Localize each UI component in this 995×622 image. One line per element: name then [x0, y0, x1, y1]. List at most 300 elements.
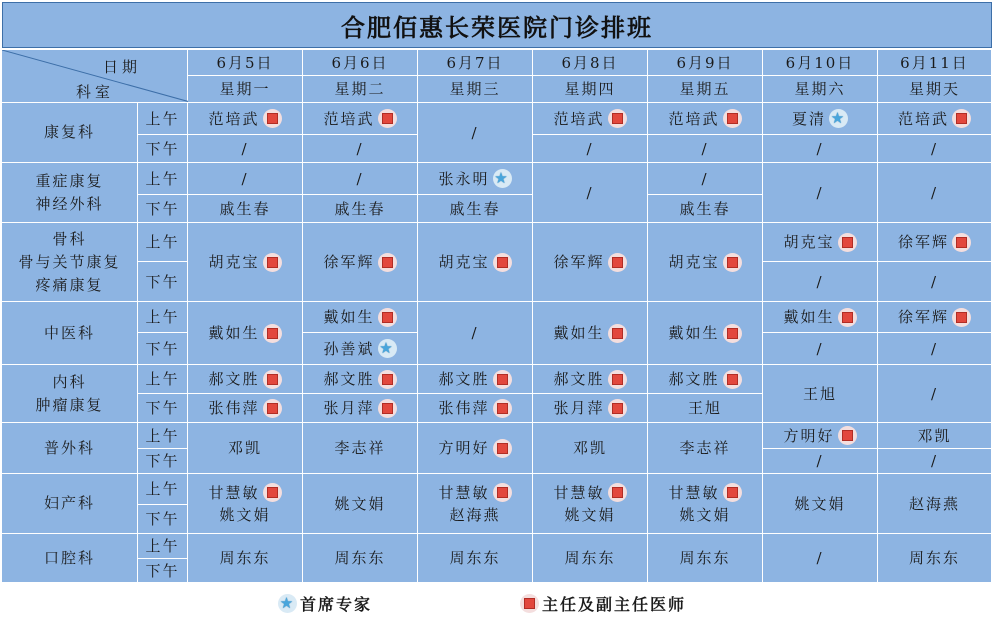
- schedule-cell: [303, 365, 418, 394]
- doctor-name: 周东东: [908, 549, 960, 567]
- doctor-name: 甘慧敏: [553, 483, 605, 502]
- doctor-name: 周东东: [679, 549, 731, 567]
- doctor-name: 徐军辉: [553, 253, 605, 271]
- doctor-name: /: [816, 339, 824, 358]
- director-square-icon: [263, 109, 282, 128]
- doctor-name: /: [356, 169, 364, 188]
- director-square-icon: [608, 483, 627, 502]
- doctor-entry: [438, 397, 511, 419]
- period-am-label: 上午: [145, 426, 180, 445]
- doctor-name: 徐军辉: [897, 308, 949, 326]
- period-pm-3: [138, 333, 188, 365]
- schedule-cell: [648, 365, 763, 394]
- doctor-entry: [668, 322, 741, 344]
- schedule-cell: [418, 365, 533, 394]
- schedule-cell: [533, 163, 648, 223]
- schedule-cell: [878, 474, 992, 534]
- doctor-name: 姚文娟: [679, 505, 731, 524]
- doctor-name: 戴如生: [783, 308, 835, 326]
- weekday-header-0: [188, 76, 303, 103]
- director-square-icon: [838, 308, 857, 327]
- doctor-entry: [449, 198, 500, 220]
- schedule-cell: [303, 474, 418, 534]
- schedule-cell: [188, 394, 303, 423]
- director-square-icon: [493, 483, 512, 502]
- department-cell-1: [2, 163, 138, 223]
- period-pm-1: [138, 195, 188, 223]
- schedule-cell: [648, 302, 763, 365]
- date-header-2: [418, 50, 533, 76]
- doctor-entry: [917, 425, 951, 447]
- director-square-icon: [608, 109, 627, 128]
- schedule-cell: [648, 394, 763, 423]
- department-name: 妇产科: [43, 494, 95, 512]
- department-cell-4: [2, 365, 138, 423]
- date-label: 6月7日: [446, 53, 504, 72]
- director-square-icon: [838, 426, 857, 445]
- schedule-cell: [418, 534, 533, 583]
- doctor-name: 张月萍: [323, 399, 375, 417]
- doctor-entry: [553, 251, 626, 273]
- period-am-label: 上午: [145, 537, 180, 555]
- period-am-1: [138, 163, 188, 195]
- director-square-icon: [263, 399, 282, 418]
- legend-director: [520, 592, 686, 615]
- period-am-7: [138, 534, 188, 559]
- doctor-name: 王旭: [802, 384, 837, 403]
- doctor-name: /: [816, 139, 824, 158]
- doctor-entry: [792, 108, 848, 130]
- doctor-entry: [438, 251, 511, 273]
- schedule-cell: [418, 302, 533, 365]
- doctor-name: 徐军辉: [323, 253, 375, 271]
- doctor-name: /: [241, 139, 249, 158]
- schedule-cell: [188, 103, 303, 135]
- no-clinic-slash: [931, 383, 938, 405]
- doctor-name: /: [930, 452, 939, 470]
- doctor-entry: [334, 198, 385, 220]
- period-pm-label: 下午: [145, 339, 180, 358]
- doctor-name: 戚生春: [449, 199, 501, 218]
- no-clinic-slash: [356, 168, 363, 190]
- doctor-entry: [208, 397, 281, 419]
- schedule-cell: [763, 135, 878, 163]
- doctor-name: 郝文胜: [553, 370, 605, 388]
- department-name: 神经外科: [35, 194, 104, 213]
- schedule-cell: [878, 103, 992, 135]
- doctor-entry: [323, 108, 396, 130]
- department-name: 内科: [52, 372, 87, 391]
- doctor-name: 周东东: [334, 549, 386, 567]
- doctor-name: 周东东: [449, 549, 501, 567]
- corner-date-label: 日期: [103, 58, 142, 76]
- doctor-name: 甘慧敏: [208, 483, 260, 502]
- schedule-cell: [648, 423, 763, 474]
- schedule-cell: [648, 163, 763, 195]
- doctor-entry: [668, 368, 741, 390]
- schedule-cell: [533, 302, 648, 365]
- doctor-entry: [219, 504, 270, 526]
- doctor-name: /: [816, 183, 824, 202]
- director-square-icon: [493, 253, 512, 272]
- schedule-cell: [418, 163, 533, 195]
- director-square-icon: [838, 233, 857, 252]
- weekday-label: 星期五: [679, 80, 731, 98]
- date-header-6: [878, 50, 992, 76]
- doctor-entry: [898, 306, 971, 328]
- doctor-name: 胡克宝: [208, 253, 260, 271]
- doctor-entry: [564, 504, 615, 526]
- schedule-cell: [878, 423, 992, 449]
- doctor-name: /: [471, 123, 479, 142]
- schedule-cell: [533, 135, 648, 163]
- schedule-cell: [878, 302, 992, 333]
- doctor-entry: [219, 547, 270, 569]
- director-square-icon: [493, 399, 512, 418]
- period-am-label: 上午: [145, 109, 180, 128]
- doctor-name: /: [930, 384, 939, 403]
- chief-expert-star-icon: [493, 169, 512, 188]
- schedule-cell: [418, 195, 533, 223]
- date-label: 6月5日: [216, 53, 274, 72]
- no-clinic-slash: [816, 138, 823, 160]
- doctor-entry: [208, 322, 281, 344]
- schedule-cell: [763, 333, 878, 365]
- no-clinic-slash: [931, 138, 938, 160]
- schedule-cell: [533, 365, 648, 394]
- schedule-cell: [763, 423, 878, 449]
- no-clinic-slash: [816, 338, 823, 360]
- legend-chief-label: 首席专家: [300, 595, 373, 614]
- doctor-entry: [438, 437, 511, 459]
- doctor-name: 邓凯: [917, 426, 952, 445]
- weekday-label: 星期三: [449, 80, 501, 98]
- schedule-cell: [303, 423, 418, 474]
- period-am-5: [138, 423, 188, 449]
- doctor-name: 甘慧敏: [438, 483, 490, 502]
- doctor-entry: [208, 368, 281, 390]
- doctor-name: 郝文胜: [668, 370, 720, 388]
- doctor-name: 姚文娟: [219, 505, 271, 524]
- doctor-entry: [564, 547, 615, 569]
- schedule-cell: [303, 163, 418, 195]
- doctor-entry: [783, 306, 856, 328]
- period-pm-label: 下午: [145, 561, 180, 580]
- period-am-3: [138, 302, 188, 333]
- doctor-name: 孙善斌: [323, 339, 375, 358]
- doctor-entry: [668, 108, 741, 130]
- schedule-cell: [533, 103, 648, 135]
- doctor-name: 周东东: [219, 549, 271, 567]
- department-name: 中医科: [43, 323, 95, 342]
- doctor-name: /: [241, 169, 249, 188]
- doctor-entry: [323, 251, 396, 273]
- director-square-icon: [952, 109, 971, 128]
- doctor-name: 姚文娟: [564, 505, 616, 524]
- schedule-cell: [648, 474, 763, 534]
- doctor-name: 范培武: [553, 109, 605, 128]
- schedule-cell: [763, 365, 878, 423]
- doctor-name: 胡克宝: [783, 233, 835, 251]
- weekday-header-2: [418, 76, 533, 103]
- doctor-entry: [438, 368, 511, 390]
- period-pm-label: 下午: [145, 399, 180, 417]
- no-clinic-slash: [816, 547, 823, 569]
- schedule-cell: [418, 103, 533, 163]
- schedule-cell: [418, 223, 533, 302]
- doctor-name: 张月萍: [553, 399, 605, 417]
- doctor-name: 方明好: [438, 439, 490, 457]
- period-pm-2: [138, 262, 188, 302]
- doctor-entry: [679, 504, 730, 526]
- no-clinic-slash: [471, 122, 478, 144]
- doctor-name: /: [471, 324, 479, 342]
- no-clinic-slash: [816, 271, 823, 293]
- chief-expert-star-icon: [378, 339, 397, 358]
- doctor-name: 戚生春: [219, 199, 271, 218]
- doctor-entry: [553, 368, 626, 390]
- director-square-icon: [378, 253, 397, 272]
- schedule-cell: [648, 103, 763, 135]
- doctor-name: 徐军辉: [897, 233, 949, 251]
- schedule-cell: [878, 534, 992, 583]
- doctor-entry: [909, 493, 960, 515]
- doctor-entry: [898, 231, 971, 253]
- doctor-name: /: [930, 183, 939, 202]
- schedule-cell: [188, 163, 303, 195]
- period-pm-label: 下午: [145, 199, 180, 218]
- department-name: 骨与关节康复: [18, 252, 121, 271]
- schedule-cell: [648, 223, 763, 302]
- weekday-label: 星期一: [219, 80, 271, 98]
- period-am-label: 上午: [145, 370, 180, 388]
- period-am-label: 上午: [145, 480, 180, 498]
- period-pm-0: [138, 135, 188, 163]
- date-label: 6月6日: [331, 53, 389, 72]
- doctor-name: /: [701, 169, 709, 188]
- director-square-icon: [378, 399, 397, 418]
- director-square-icon: [723, 324, 742, 343]
- doctor-name: 姚文娟: [334, 494, 386, 513]
- date-label: 6月11日: [900, 53, 969, 72]
- no-clinic-slash: [816, 450, 823, 472]
- director-square-icon: [723, 370, 742, 389]
- schedule-cell: [763, 449, 878, 474]
- schedule-cell: [878, 135, 992, 163]
- no-clinic-slash: [241, 168, 248, 190]
- doctor-entry: [898, 108, 971, 130]
- doctor-name: 戴如生: [208, 324, 260, 342]
- schedule-cell: [303, 302, 418, 333]
- doctor-name: 邓凯: [572, 439, 607, 457]
- schedule-cell: [303, 394, 418, 423]
- schedule-cell: [303, 135, 418, 163]
- schedule-cell: [188, 423, 303, 474]
- date-header-1: [303, 50, 418, 76]
- doctor-entry: [679, 547, 730, 569]
- director-square-icon: [723, 109, 742, 128]
- schedule-cell: [188, 534, 303, 583]
- period-pm-7: [138, 559, 188, 583]
- no-clinic-slash: [931, 271, 938, 293]
- schedule-cell: [878, 163, 992, 223]
- weekday-header-6: [878, 76, 992, 103]
- doctor-name: 戴如生: [323, 308, 375, 326]
- doctor-entry: [909, 547, 960, 569]
- period-am-2: [138, 223, 188, 262]
- doctor-name: 周东东: [564, 549, 616, 567]
- legend-chief: [278, 592, 372, 615]
- department-cell-5: [2, 423, 138, 474]
- date-header-3: [533, 50, 648, 76]
- date-header-4: [648, 50, 763, 76]
- doctor-name: /: [356, 139, 364, 158]
- doctor-entry: [783, 231, 856, 253]
- date-label: 6月8日: [561, 53, 619, 72]
- legend-director-label: 主任及副主任医师: [542, 595, 687, 614]
- schedule-cell: [878, 262, 992, 302]
- doctor-entry: [208, 251, 281, 273]
- date-label: 6月10日: [785, 53, 855, 72]
- director-square-icon: [493, 439, 512, 458]
- director-square-icon: [608, 399, 627, 418]
- director-square-icon: [952, 308, 971, 327]
- doctor-name: 戚生春: [679, 199, 731, 218]
- period-am-label: 上午: [145, 169, 180, 188]
- doctor-name: 赵海燕: [449, 505, 501, 524]
- doctor-name: 赵海燕: [908, 494, 960, 513]
- schedule-cell: [418, 423, 533, 474]
- doctor-name: 郝文胜: [323, 370, 375, 388]
- doctor-name: /: [930, 272, 939, 291]
- no-clinic-slash: [816, 182, 823, 204]
- schedule-cell: [763, 223, 878, 262]
- date-header-5: [763, 50, 878, 76]
- schedule-cell: [533, 223, 648, 302]
- doctor-name: 戴如生: [668, 324, 720, 342]
- schedule-cell: [188, 195, 303, 223]
- director-square-icon: [723, 253, 742, 272]
- no-clinic-slash: [701, 168, 708, 190]
- doctor-name: /: [816, 452, 824, 470]
- schedule-cell: [533, 534, 648, 583]
- doctor-entry: [208, 482, 281, 504]
- doctor-entry: [449, 547, 500, 569]
- doctor-entry: [803, 383, 837, 405]
- doctor-entry: [553, 482, 626, 504]
- doctor-name: /: [701, 139, 709, 158]
- doctor-entry: [323, 306, 396, 328]
- director-square-icon: [608, 253, 627, 272]
- no-clinic-slash: [931, 182, 938, 204]
- doctor-name: 胡克宝: [668, 253, 720, 271]
- doctor-entry: [553, 397, 626, 419]
- doctor-name: 张伟萍: [208, 399, 260, 417]
- weekday-header-3: [533, 76, 648, 103]
- schedule-cell: [878, 333, 992, 365]
- doctor-entry: [438, 168, 511, 190]
- chief-expert-star-icon: [829, 109, 848, 128]
- doctor-name: 范培武: [668, 109, 720, 128]
- department-name: 肿瘤康复: [35, 395, 104, 414]
- doctor-name: /: [930, 139, 939, 158]
- period-am-6: [138, 474, 188, 505]
- period-pm-6: [138, 505, 188, 534]
- doctor-name: 郝文胜: [208, 370, 260, 388]
- schedule-cell: [303, 223, 418, 302]
- doctor-entry: [783, 425, 856, 447]
- corner-dept-label: 科室: [76, 83, 115, 101]
- weekday-label: 星期天: [908, 80, 960, 98]
- doctor-name: 甘慧敏: [668, 483, 720, 502]
- department-name: 骨科: [52, 229, 87, 248]
- chief-expert-star-icon: [278, 594, 297, 613]
- schedule-cell: [763, 302, 878, 333]
- date-label: 6月9日: [676, 53, 734, 72]
- doctor-name: 李志祥: [679, 439, 731, 457]
- director-square-icon: [263, 253, 282, 272]
- period-pm-label: 下午: [145, 452, 180, 470]
- weekday-label: 星期二: [334, 80, 386, 98]
- schedule-cell: [303, 103, 418, 135]
- doctor-name: /: [816, 549, 824, 567]
- schedule-cell: [188, 135, 303, 163]
- doctor-name: 张伟萍: [438, 399, 490, 417]
- department-name: 重症康复: [35, 171, 104, 190]
- no-clinic-slash: [586, 182, 593, 204]
- director-square-icon: [263, 370, 282, 389]
- schedule-cell: [303, 534, 418, 583]
- doctor-entry: [334, 493, 385, 515]
- director-square-icon: [378, 308, 397, 327]
- doctor-entry: [323, 338, 396, 360]
- schedule-cell: [648, 534, 763, 583]
- schedule-cell: [878, 449, 992, 474]
- doctor-entry: [679, 198, 730, 220]
- weekday-header-4: [648, 76, 763, 103]
- schedule-cell: [763, 262, 878, 302]
- doctor-name: 郝文胜: [438, 370, 490, 388]
- no-clinic-slash: [586, 138, 593, 160]
- weekday-header-1: [303, 76, 418, 103]
- schedule-cell: [533, 394, 648, 423]
- period-pm-5: [138, 449, 188, 474]
- doctor-name: /: [586, 183, 594, 202]
- doctor-name: 张永明: [438, 169, 490, 188]
- department-name: 口腔科: [43, 548, 95, 567]
- period-pm-label: 下午: [145, 510, 180, 528]
- page-title: 合肥佰惠长荣医院门诊排班: [2, 2, 992, 48]
- doctor-name: /: [586, 139, 594, 158]
- department-cell-2: [2, 223, 138, 302]
- schedule-cell: [188, 223, 303, 302]
- director-square-icon: [378, 370, 397, 389]
- department-name: 普外科: [43, 438, 95, 457]
- schedule-cell: [188, 365, 303, 394]
- schedule-cell: [418, 394, 533, 423]
- department-cell-3: [2, 302, 138, 365]
- no-clinic-slash: [471, 322, 478, 344]
- schedule-cell: [303, 333, 418, 365]
- doctor-entry: [553, 322, 626, 344]
- doctor-name: 王旭: [687, 399, 722, 417]
- doctor-name: /: [930, 339, 939, 358]
- doctor-entry: [334, 437, 385, 459]
- period-am-label: 上午: [145, 308, 180, 326]
- period-am-4: [138, 365, 188, 394]
- doctor-name: 夏清: [791, 109, 826, 128]
- doctor-entry: [794, 493, 845, 515]
